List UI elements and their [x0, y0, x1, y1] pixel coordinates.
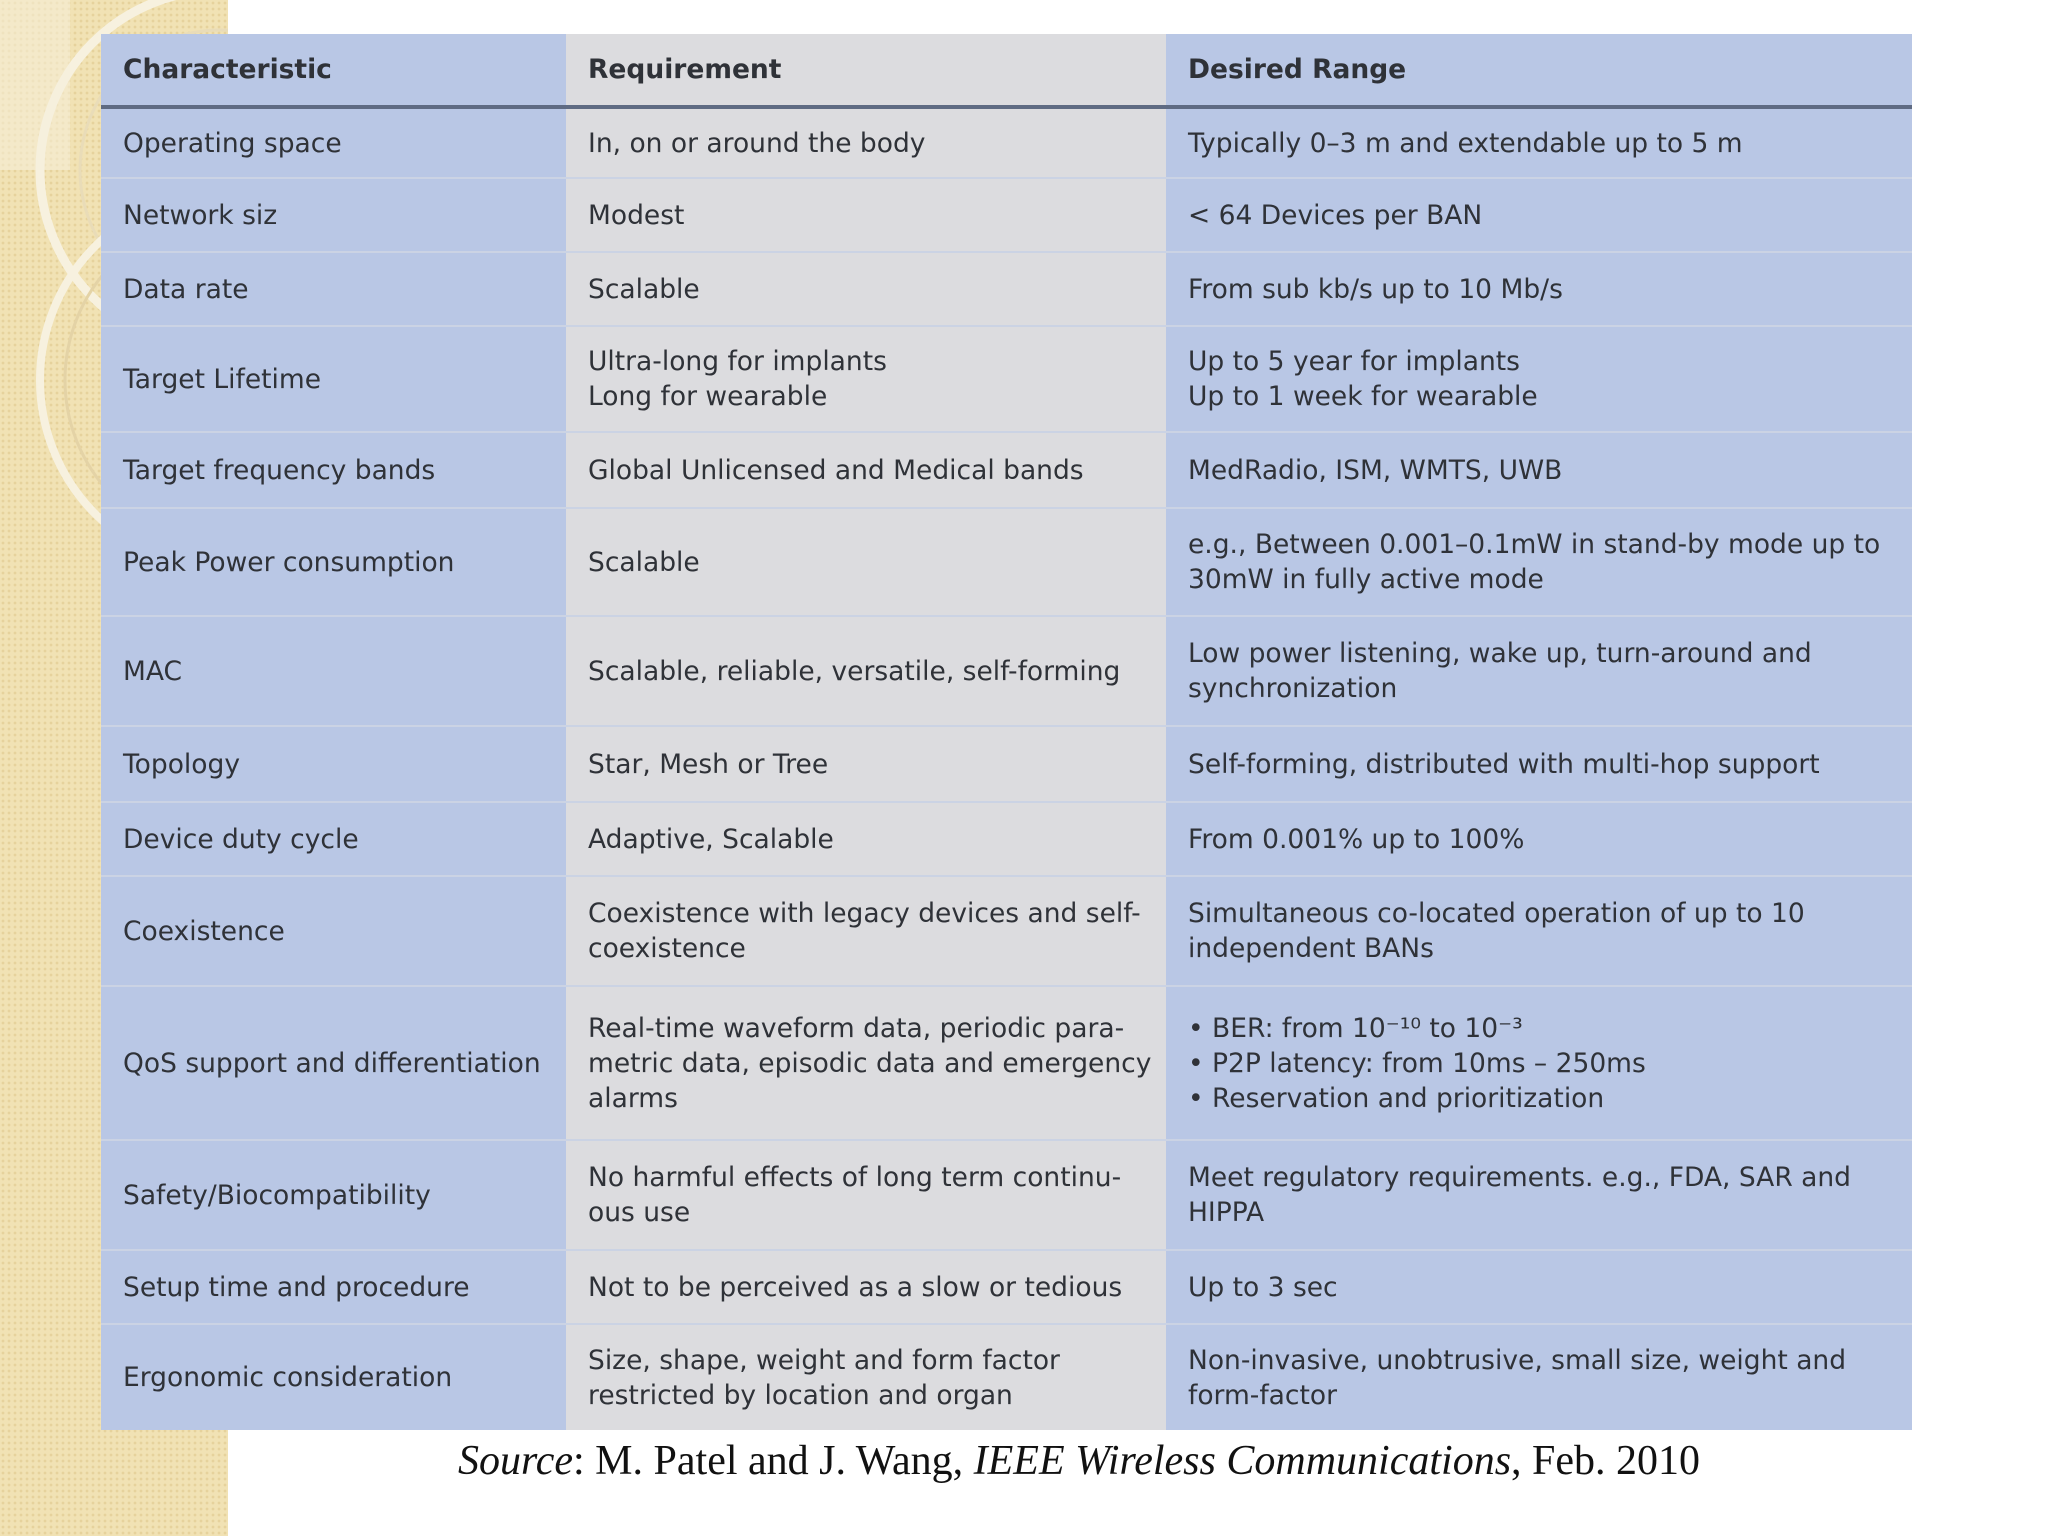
table-row — [101, 326, 1912, 432]
cell-requirement — [566, 1140, 1166, 1250]
cell-desired-range — [1166, 986, 1912, 1140]
cell-line: MedRadio, ISM, WMTS, UWB — [1188, 454, 1563, 486]
table-row — [101, 508, 1912, 616]
cell-requirement — [566, 326, 1166, 432]
cell-line: independent BANs — [1188, 933, 1434, 964]
cell-line: In, on or around the body — [588, 127, 926, 159]
cell-line: Ultra-long for implants — [588, 346, 887, 377]
header-characteristic: Characteristic — [101, 34, 566, 107]
cell-characteristic — [101, 326, 566, 432]
cell-line: Not to be perceived as a slow or tedious — [588, 1271, 1123, 1303]
header-requirement: Requirement — [566, 34, 1166, 107]
cell-desired-range — [1166, 876, 1912, 986]
cell-line: Low power listening, wake up, turn-around and — [1188, 638, 1812, 669]
cell-line: Long for wearable — [588, 381, 828, 412]
cell-requirement — [566, 802, 1166, 876]
cell-line: Data rate — [123, 273, 249, 305]
cell-requirement — [566, 616, 1166, 726]
cell-line: Scalable — [588, 273, 700, 305]
cell-characteristic — [101, 1250, 566, 1324]
cell-desired-range — [1166, 508, 1912, 616]
cell-requirement — [566, 1324, 1166, 1430]
cell-line: • Reservation and prioritization — [1188, 1082, 1605, 1114]
cell-line: Up to 1 week for wearable — [1188, 381, 1538, 412]
cell-line: Up to 3 sec — [1188, 1271, 1338, 1303]
cell-line: From 0.001% up to 100% — [1188, 823, 1525, 855]
cell-characteristic — [101, 876, 566, 986]
cell-characteristic — [101, 802, 566, 876]
cell-line: Global Unlicensed and Medical bands — [588, 454, 1084, 486]
cell-line: < 64 Devices per BAN — [1188, 199, 1483, 231]
cell-desired-range — [1166, 1324, 1912, 1430]
cell-line: No harmful effects of long term continu- — [588, 1162, 1122, 1193]
cell-line: Simultaneous co-located operation of up to 10 — [1188, 898, 1805, 929]
cell-line: Device duty cycle — [123, 823, 359, 855]
cell-line: Target Lifetime — [123, 363, 322, 395]
cell-line: coexistence — [588, 933, 746, 964]
table-row — [101, 876, 1912, 986]
table-row — [101, 726, 1912, 802]
cell-requirement — [566, 726, 1166, 802]
cell-characteristic — [101, 252, 566, 326]
table-row — [101, 1140, 1912, 1250]
cell-line: Up to 5 year for implants — [1188, 346, 1520, 377]
cell-line: From sub kb/s up to 10 Mb/s — [1188, 273, 1563, 305]
cell-requirement — [566, 178, 1166, 252]
table-row — [101, 986, 1912, 1140]
cell-line: Operating space — [123, 127, 342, 159]
cell-line: Coexistence with legacy devices and self- — [588, 898, 1141, 929]
table-row — [101, 107, 1912, 178]
cell-line: • BER: from 10⁻¹⁰ to 10⁻³ — [1188, 1012, 1523, 1044]
table-row — [101, 802, 1912, 876]
source-citation — [0, 1437, 2048, 1485]
ban-requirements-table — [101, 34, 1912, 1430]
cell-line: e.g., Between 0.001–0.1mW in stand-by mode up to — [1188, 529, 1881, 560]
cell-characteristic — [101, 432, 566, 508]
cell-characteristic — [101, 178, 566, 252]
cell-line: 30mW in fully active mode — [1188, 564, 1544, 595]
cell-line: HIPPA — [1188, 1197, 1265, 1228]
cell-desired-range — [1166, 252, 1912, 326]
cell-desired-range — [1166, 432, 1912, 508]
cell-line: Non-invasive, unobtrusive, small size, weight and — [1188, 1344, 1847, 1376]
cell-requirement — [566, 107, 1166, 178]
cell-requirement — [566, 432, 1166, 508]
cell-characteristic — [101, 508, 566, 616]
source-authors: : M. Patel and J. Wang, — [573, 1438, 974, 1484]
cell-line: Safety/Biocompatibility — [123, 1179, 431, 1211]
cell-requirement — [566, 252, 1166, 326]
cell-line: Topology — [123, 748, 241, 780]
cell-requirement — [566, 1250, 1166, 1324]
cell-line: Typically 0–3 m and extendable up to 5 m — [1188, 127, 1743, 159]
cell-characteristic — [101, 616, 566, 726]
cell-line: Setup time and procedure — [123, 1271, 470, 1303]
cell-characteristic — [101, 986, 566, 1140]
cell-line: Modest — [588, 199, 685, 231]
cell-requirement — [566, 876, 1166, 986]
cell-line: Self-forming, distributed with multi-hop support — [1188, 748, 1820, 780]
table-row — [101, 252, 1912, 326]
cell-characteristic — [101, 726, 566, 802]
table-row — [101, 1324, 1912, 1430]
header-desired-range: Desired Range — [1166, 34, 1912, 107]
cell-desired-range — [1166, 802, 1912, 876]
cell-line: Size, shape, weight and form factor — [588, 1344, 1060, 1376]
cell-requirement — [566, 508, 1166, 616]
source-label: Source — [457, 1438, 574, 1484]
table-row — [101, 178, 1912, 252]
cell-characteristic — [101, 1140, 566, 1250]
cell-desired-range — [1166, 1140, 1912, 1250]
source-date: , Feb. 2010 — [1511, 1438, 1701, 1484]
source-journal: IEEE Wireless Communications — [973, 1438, 1512, 1484]
cell-line: form-factor — [1188, 1379, 1337, 1411]
cell-characteristic — [101, 107, 566, 178]
cell-desired-range — [1166, 326, 1912, 432]
cell-line: Coexistence — [123, 915, 285, 947]
cell-line: Scalable, reliable, versatile, self-forming — [588, 655, 1121, 687]
table-row — [101, 1250, 1912, 1324]
cell-desired-range — [1166, 1250, 1912, 1324]
cell-line: ous use — [588, 1197, 691, 1228]
cell-line: Peak Power consumption — [123, 546, 455, 578]
cell-desired-range — [1166, 616, 1912, 726]
cell-desired-range — [1166, 726, 1912, 802]
table-row — [101, 432, 1912, 508]
cell-line: Star, Mesh or Tree — [588, 748, 829, 780]
cell-desired-range — [1166, 178, 1912, 252]
table-body — [101, 107, 1912, 1430]
cell-line: restricted by location and organ — [588, 1379, 1013, 1411]
table-header-row — [101, 34, 1912, 107]
cell-characteristic — [101, 1324, 566, 1430]
cell-line: • P2P latency: from 10ms – 250ms — [1188, 1047, 1646, 1079]
cell-line: alarms — [588, 1082, 678, 1114]
cell-requirement — [566, 986, 1166, 1140]
cell-line: QoS support and differentiation — [123, 1047, 541, 1079]
cell-desired-range — [1166, 107, 1912, 178]
cell-line: Real-time waveform data, periodic para- — [588, 1012, 1125, 1044]
table-row — [101, 616, 1912, 726]
cell-line: Network siz — [123, 199, 278, 231]
cell-line: Target frequency bands — [123, 454, 436, 486]
cell-line: MAC — [123, 655, 183, 687]
cell-line: Ergonomic consideration — [123, 1362, 453, 1393]
cell-line: Scalable — [588, 546, 700, 578]
cell-line: Meet regulatory requirements. e.g., FDA, SAR and — [1188, 1162, 1852, 1193]
cell-line: synchronization — [1188, 673, 1398, 704]
cell-line: Adaptive, Scalable — [588, 823, 834, 855]
cell-line: metric data, episodic data and emergency — [588, 1047, 1152, 1079]
